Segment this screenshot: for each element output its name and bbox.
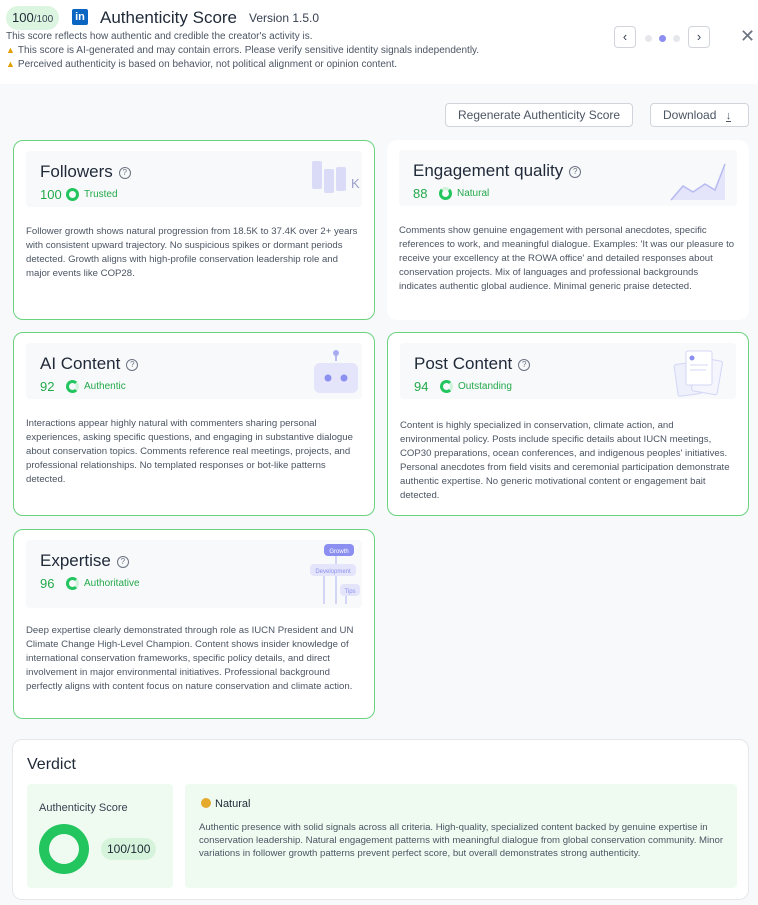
help-icon[interactable]: ? (117, 556, 129, 568)
card-score: 100 (40, 187, 62, 202)
card-description: Comments show genuine engagement with personal anecdotes, specific references to work, and meaningful dialogue. Examples: 'It was our pleasure to receive your excellency at the ROWA office' and detailed responses about conservation projects. Mix of languages and professional backgrounds indicates authentic global audience. Minimal generic praise detected. (399, 225, 735, 292)
regenerate-button[interactable]: Regenerate Authenticity Score (445, 103, 633, 127)
card-description: Content is highly specialized in conservation, climate action, and environmental policy. Posts include specific details about IUCN meetings, COP30 preparations, ocean conferences, and indigenous peoples' initiatives. Personal anecdotes from field visits and ceremonial participation demonstrate authentic expertise. No generic motivational content or engagement bait detected. (400, 420, 730, 501)
followers-card (13, 140, 375, 320)
chevron-right-icon: › (696, 29, 702, 44)
help-icon[interactable]: ? (569, 166, 581, 178)
card-header (26, 151, 362, 207)
verdict-badge: Natural (201, 798, 250, 810)
expertise-card (13, 529, 375, 719)
engagement-chart-icon (669, 156, 727, 202)
card-description: Interactions appear highly natural with commenters sharing personal experiences, asking specific questions, and engaging in substantive dialogue about conservation topics. Comments reference real meetings, projects, and professional relationships. No templated responses or bot-like patterns detected. (26, 418, 353, 485)
score-donut-chart (39, 824, 89, 874)
version-label: Version 1.5.0 (249, 11, 320, 25)
chevron-left-icon: ‹ (622, 29, 628, 44)
warning-icon: ▲ (6, 59, 15, 69)
help-icon[interactable]: ? (126, 359, 138, 371)
next-page-button[interactable] (688, 26, 710, 48)
help-icon[interactable]: ? (518, 359, 530, 371)
page-dot[interactable] (645, 35, 652, 42)
card-score: 94 (414, 379, 429, 394)
coin-icon (201, 798, 211, 808)
close-icon[interactable]: ✕ (740, 26, 756, 46)
verdict-summary-panel (185, 784, 737, 888)
card-description: Follower growth shows natural progression from 18.5K to 37.4K over 2+ years with consistent upward trajectory. No suspicious spikes or dormant periods detected. Growth aligns with high-profile conservation leadership role and major events like COP28. (26, 226, 358, 279)
verdict-score-label: Authenticity Score (39, 802, 128, 814)
post-content-card (387, 332, 749, 516)
followers-k-label: K (351, 176, 360, 191)
download-icon: ↓ (725, 110, 732, 122)
posts-icon (672, 349, 730, 399)
header (0, 0, 758, 84)
tree-label-development: Development (315, 569, 351, 575)
warning-line: ▲ This score is AI-generated and may contain errors. Please verify sensitive identity signals independently. (6, 45, 480, 56)
score-ring-icon (66, 380, 79, 393)
page-dot[interactable] (673, 35, 680, 42)
score-ring-icon (66, 577, 79, 590)
card-title: Post Content ? (414, 354, 530, 374)
card-header (26, 343, 362, 399)
page-dot-active[interactable] (659, 35, 666, 42)
verdict-score-badge: 100/100 (101, 838, 156, 860)
prev-page-button[interactable] (614, 26, 636, 48)
header-score-badge: 100/100 (6, 6, 59, 30)
card-header (400, 343, 736, 399)
card-header (26, 540, 362, 608)
card-label: Authentic (84, 381, 126, 392)
tree-label-growth: Growth (329, 549, 349, 555)
card-label: Trusted (84, 189, 118, 200)
warning-icon: ▲ (6, 45, 15, 55)
card-description: Deep expertise clearly demonstrated through role as IUCN President and UN Climate Change High-Level Champion. Content shows insider knowledge of international conservation frameworks, specific policy details, and direct involvement in major environmental initiatives. Professional background perfectly aligns with content focus on nature conservation and climate action. (26, 625, 354, 692)
card-label: Natural (457, 188, 490, 199)
followers-chart-icon (310, 159, 362, 199)
card-title: AI Content ? (40, 354, 138, 374)
page-title: Authenticity Score (100, 8, 238, 27)
page-subtitle: This score reflects how authentic and credible the creator's activity is. (6, 31, 313, 42)
linkedin-icon: in (72, 9, 88, 25)
card-title: Followers ? (40, 162, 131, 182)
card-score: 92 (40, 379, 55, 394)
card-header (399, 150, 737, 206)
score-ring-icon (440, 380, 453, 393)
verdict-title: Verdict (27, 756, 76, 773)
card-score: 96 (40, 576, 55, 591)
card-score: 88 (413, 186, 428, 201)
card-label: Authoritative (84, 578, 140, 589)
card-title: Expertise ? (40, 551, 129, 571)
ai-content-card (13, 332, 375, 516)
card-title: Engagement quality ? (413, 161, 581, 181)
expertise-tree-icon (302, 542, 368, 606)
score-ring-icon (66, 188, 79, 201)
verdict-score-panel (27, 784, 173, 888)
card-label: Outstanding (458, 381, 512, 392)
engagement-card (387, 140, 749, 320)
tree-label-tips: Tips (344, 589, 356, 595)
robot-icon (310, 349, 362, 397)
download-button[interactable]: Download ↓ (650, 103, 749, 127)
warning-line: ▲ Perceived authenticity is based on behavior, not political alignment or opinion content. (6, 59, 398, 70)
verdict-text: Authentic presence with solid signals across all criteria. High-quality, specialized content backed by genuine expertise in conservation leadership. Natural engagement patterns with meaningful dialogue from global conservation community. Minor variations in follower growth patterns prevent perfect score, but overall demonstrates strong authenticity. (199, 822, 724, 859)
help-icon[interactable]: ? (119, 167, 131, 179)
score-ring-icon (439, 187, 452, 200)
verdict-section (12, 739, 749, 900)
